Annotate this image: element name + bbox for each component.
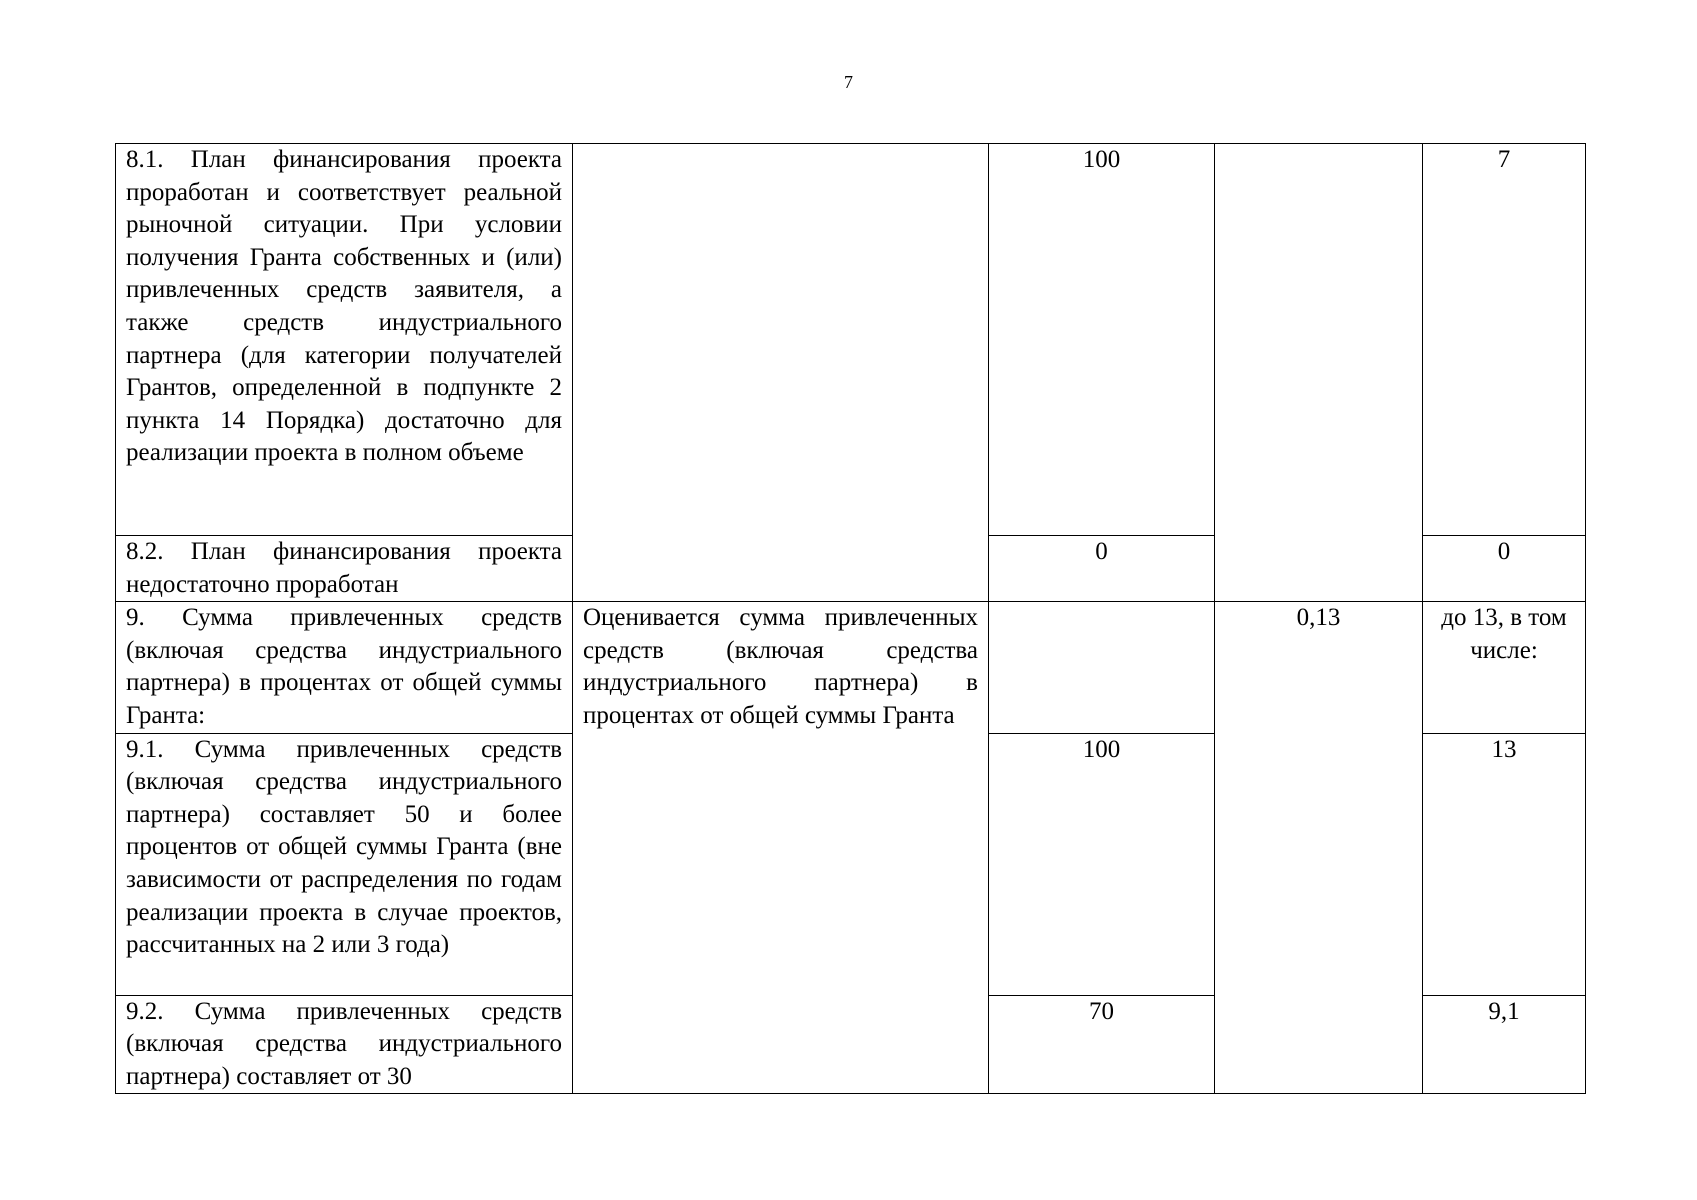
result-cell: 0 — [1423, 536, 1586, 602]
result-cell: до 13, в том числе: — [1423, 602, 1586, 733]
result-cell: 7 — [1423, 144, 1586, 536]
criterion-cell: 8.1. План финансирования проекта проработан и соответствует реальной рыночной ситуации. При условии получения Гранта собственных и (или) привлеченных средств заявителя, а также средств индустриального партнера (для категории получателей Грантов, определенной в подпункте 2 пункта 14 Порядка) достаточно для реализации проекта в полном объеме — [116, 144, 573, 536]
description-cell — [573, 144, 989, 602]
description-cell: Оценивается сумма привлеченных средств (включая средства индустриального партнера) в процентах от общей суммы Гранта — [573, 602, 989, 1094]
criterion-cell: 9.2. Сумма привлеченных средств (включая средства индустриального партнера) составляет от 30 — [116, 995, 573, 1094]
criterion-cell: 9. Сумма привлеченных средств (включая средства индустриального партнера) в процентах от общей суммы Гранта: — [116, 602, 573, 733]
criterion-cell: 9.1. Сумма привлеченных средств (включая средства индустриального партнера) составляет 50 и более процентов от общей суммы Гранта (вне зависимости от распределения по годам реализации проекта в случае проектов, рассчитанных на 2 или 3 года) — [116, 733, 573, 995]
weight-cell — [1215, 144, 1423, 602]
weight-cell: 0,13 — [1215, 602, 1423, 1094]
score-cell — [989, 602, 1215, 733]
criteria-table — [115, 143, 1586, 1094]
page-number: 7 — [844, 72, 853, 92]
score-cell: 70 — [989, 995, 1215, 1094]
score-cell: 0 — [989, 536, 1215, 602]
score-cell: 100 — [989, 733, 1215, 995]
result-cell: 13 — [1423, 733, 1586, 995]
table-row — [116, 602, 1586, 733]
score-cell: 100 — [989, 144, 1215, 536]
result-cell: 9,1 — [1423, 995, 1586, 1094]
table-row — [116, 144, 1586, 536]
criterion-cell: 8.2. План финансирования проекта недостаточно проработан — [116, 536, 573, 602]
